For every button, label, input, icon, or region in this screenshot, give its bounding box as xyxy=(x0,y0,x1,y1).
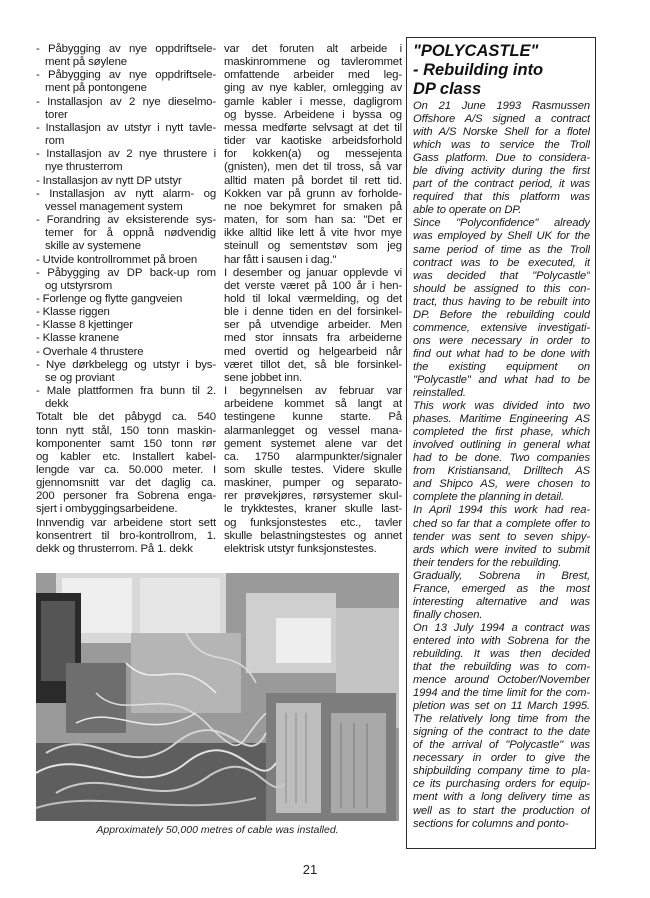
text-line: contract was to be executed, it xyxy=(413,256,590,269)
photo-caption: Approximately 50,000 metres of cable was installed. xyxy=(96,824,339,836)
text-line: se og proviant xyxy=(45,371,115,384)
text-line: testingene kunne starte. På xyxy=(224,411,402,424)
page-number: 21 xyxy=(302,862,318,877)
text-line: rebuilding. It was then decided xyxy=(413,647,590,660)
text-line: "Polycastle" and what had to be xyxy=(413,373,590,386)
text-line: I desember og januar opplevde vi xyxy=(224,266,402,279)
text-line: og kabler etc. Installert kabel- xyxy=(36,450,216,463)
text-line: ched so far that a complete offer to xyxy=(413,517,590,530)
text-line: - Utvide kontrollrommet på broen xyxy=(36,253,198,266)
text-line: interesting alternative and was xyxy=(413,595,590,608)
text-line: - Påbygging av nye oppdriftsele- xyxy=(36,69,216,82)
text-line: og funksjonstestes etc., tavler xyxy=(224,516,402,529)
text-line: ne noe bekymret for smaken på xyxy=(224,200,402,213)
text-line: commence, extensive investigati- xyxy=(413,321,590,334)
text-line: the existing equipment on xyxy=(413,360,590,373)
text-line: entered into with Sobrena for the xyxy=(413,634,590,647)
text-line: dekk og thrusterrom. På 1. dekk xyxy=(36,542,193,555)
text-line: steinull og sementstøv som jeg xyxy=(224,240,402,253)
text-line: part of the contract period, it was xyxy=(413,178,590,191)
text-line: Gradually, Sobrena in Brest, xyxy=(413,569,590,582)
english-summary-box xyxy=(406,37,596,849)
text-line: sections for columns and ponto- xyxy=(413,817,569,830)
text-line: 1994 and the time limit for the com- xyxy=(413,687,590,700)
text-line: was decided that "Polycastle" xyxy=(413,269,590,282)
cable-installation-photo xyxy=(36,573,399,821)
text-line: konsentrert til bro-kontrollrom, 1. xyxy=(36,529,216,542)
text-line: gjennomsnitt var det daglig ca. xyxy=(36,477,216,490)
text-line: gement systemet alene var det xyxy=(224,437,402,450)
text-line: - Installasjon av nytt DP utstyr xyxy=(36,174,182,187)
text-line: - Forlenge og flytte gangveien xyxy=(36,292,183,305)
text-line: med stor innsats fra arbeiderne xyxy=(224,332,402,345)
text-line: maskinrommene og tavlerommet xyxy=(224,56,402,69)
text-line: tender was sent to seven shipy- xyxy=(413,530,590,543)
text-line: - Nye dørkbelegg og utstyr i bys- xyxy=(36,358,216,371)
text-line: tonn nytt stål, 150 tonn maskin- xyxy=(36,424,216,437)
text-line: hold til lokal værmelding, og det xyxy=(224,292,402,305)
text-line: complete the planning in detail. xyxy=(413,491,565,504)
text-line: le trykktestes, kraner skulle last- xyxy=(224,503,402,516)
sidebar-heading-line: DP class xyxy=(413,80,482,98)
text-line: og utstyrsrom xyxy=(45,279,113,292)
text-line: arbeidene kommet så langt at xyxy=(224,398,402,411)
text-line: - Klasse riggen xyxy=(36,306,110,319)
text-line: shipbuilding company time to pla- xyxy=(413,765,590,778)
text-line: maten, for som han sa: "Det er xyxy=(224,214,402,227)
text-line: able to operate on DP. xyxy=(413,204,522,217)
text-line: In April 1994 this work had rea- xyxy=(413,504,590,517)
text-line: I begynnelsen av februar var xyxy=(224,385,402,398)
text-line: ards which were invited to submit xyxy=(413,543,590,556)
text-line: well as to start the production of xyxy=(413,804,590,817)
text-line: necessary in order to give the xyxy=(413,752,590,765)
text-line: komponenter samt 150 tonn rør xyxy=(36,437,216,450)
text-line: ment with a long delivery time as xyxy=(413,791,590,804)
body-text-column-1 xyxy=(36,43,216,556)
text-line: alarmanlegget og vessel mana- xyxy=(224,424,402,437)
text-line: elektrisk utstyr funksjonstestes. xyxy=(224,542,377,555)
text-line: France, emerged as the most xyxy=(413,582,590,595)
text-line: - Klasse kranene xyxy=(36,332,120,345)
text-line: skille av systemene xyxy=(45,240,141,253)
sidebar-heading-line: "POLYCASTLE" xyxy=(413,42,539,60)
text-line: On 13 July 1994 a contract was xyxy=(413,621,590,634)
text-line: nye thrusterrom xyxy=(45,161,123,174)
text-line: which was to service the Troll xyxy=(413,139,590,152)
text-line: for kokken(a) og messejenta xyxy=(224,148,402,161)
text-line: været tillot det, så ble forsinkel- xyxy=(224,358,402,371)
text-line: Totalt ble det påbygd ca. 540 xyxy=(36,411,216,424)
text-line: find out what had to be done with xyxy=(413,347,590,360)
text-line: 200 personer fra Sobrena enga- xyxy=(36,490,216,503)
text-line: pletion was set on 11 March 1995. xyxy=(413,700,590,713)
text-line: from Kristiansand, Drilltech AS xyxy=(413,465,590,478)
text-line: temer for å oppnå nødvendig xyxy=(45,227,216,240)
text-line: ons were necessary in order to xyxy=(413,334,590,347)
text-line: Gass platform. Due to considera- xyxy=(413,152,590,165)
text-line: - Overhale 4 thrustere xyxy=(36,345,144,358)
text-line: - Male plattformen fra bunn til 2. xyxy=(36,385,216,398)
text-line: gamle kabler i messe, dagligrom xyxy=(224,95,402,108)
text-line: lengde var ca. 50.000 meter. I xyxy=(36,464,216,476)
text-line: har fått i sausen i dag." xyxy=(224,253,337,266)
text-line: completed the first phase, which xyxy=(413,426,590,439)
text-line: signing of the contract to the date xyxy=(413,726,590,739)
text-line: and Shipco AS, were chosen to xyxy=(413,478,590,491)
text-line: Since "Polyconfidence" already xyxy=(413,217,590,230)
text-line: Kokken var på grunn av forholde- xyxy=(224,187,402,200)
text-line: Offshore A/S signed a contract xyxy=(413,113,590,126)
text-line: omfattende arbeider med leg- xyxy=(224,69,402,82)
text-line: var det foruten alt arbeide i xyxy=(224,43,402,55)
text-line: - Installasjon av nytt alarm- og xyxy=(36,187,216,200)
text-line: finally chosen. xyxy=(413,608,483,621)
text-line: - Klasse 8 kjettinger xyxy=(36,319,133,332)
text-line: - Påbygging av DP back-up rom xyxy=(36,266,216,279)
text-line: reinstalled. xyxy=(413,387,466,400)
text-line: phases. Maritime Engineering AS xyxy=(413,413,590,426)
text-line: ging av nye kabler, omlegging av xyxy=(224,82,402,95)
text-line: involved outlining in general what xyxy=(413,439,590,452)
text-line: On 21 June 1993 Rasmussen xyxy=(413,100,590,112)
text-line: dekk xyxy=(45,398,69,411)
sidebar-body-text xyxy=(413,100,590,831)
text-line: their tenders for the rebuilding. xyxy=(413,556,562,569)
body-text-column-2 xyxy=(224,43,402,556)
text-line: ce its purchasing orders for equip- xyxy=(413,778,590,791)
text-line: required that this platform was xyxy=(413,191,590,204)
text-line: - Påbygging av nye oppdriftsele- xyxy=(36,43,216,55)
text-line: should be assigned to this con- xyxy=(413,282,590,295)
text-line: maskiner, pumper og separato- xyxy=(224,477,402,490)
text-line: tract, thus having to be rebuilt into xyxy=(413,295,590,308)
text-line: vessel management system xyxy=(45,200,183,213)
text-line: - Forandring av eksisterende sys- xyxy=(36,214,216,227)
text-line: alltid maten på bordet til rett tid. xyxy=(224,174,402,187)
text-line: of the arrival of "Polycastle" was xyxy=(413,739,590,752)
sidebar-heading-line: - Rebuilding into xyxy=(413,61,544,79)
text-line: torer xyxy=(45,108,68,121)
text-line: ble i denne tiden en del forsinkel- xyxy=(224,306,402,319)
text-line: med overtid og helgearbeid når xyxy=(224,345,402,358)
text-line: det verste været på 100 år i hen- xyxy=(224,279,402,292)
text-line: skulle belastningstestes og annet xyxy=(224,529,402,542)
text-line: ment på søylene xyxy=(45,56,127,69)
text-line: This work was divided into two xyxy=(413,400,590,413)
text-line: with A/S Norske Shell for a flotel xyxy=(413,126,590,139)
text-line: was employed by Shell UK for the xyxy=(413,230,590,243)
text-line: ment på pontongene xyxy=(45,82,147,95)
text-line: DP. Before the rebuilding could xyxy=(413,308,590,321)
text-line: same period of time as the Troll xyxy=(413,243,590,256)
text-line: ca. 1750 alarmpunkter/signaler xyxy=(224,450,402,463)
text-line: ble diving activity during the first xyxy=(413,165,590,178)
text-line: rom xyxy=(45,135,65,148)
text-line: had to be done. Two companies xyxy=(413,452,590,465)
text-line: Innvendig var arbeidene stort sett xyxy=(36,516,216,529)
text-line: sjert i ombyggingsarbeidene. xyxy=(36,503,178,516)
text-line: mence around October/November xyxy=(413,674,590,687)
text-line: ikke alltid like lett å vite hvor mye xyxy=(224,227,402,240)
text-line: sene jobbet inn. xyxy=(224,371,303,384)
text-line: - Installasjon av 2 nye thrustere i xyxy=(36,148,216,161)
text-line: som skulle testes. Videre skulle xyxy=(224,464,402,476)
text-line: that the rebuilding was to com- xyxy=(413,661,590,674)
text-line: - Installasjon av 2 nye dieselmo- xyxy=(36,95,216,108)
text-line: - Installasjon av utstyr i nytt tavle- xyxy=(36,121,216,134)
text-line: og bysse. Arbeidene i byssa og xyxy=(224,108,402,121)
text-line: The relatively long time from the xyxy=(413,713,590,726)
text-line: messa medførte selvsagt at det til xyxy=(224,121,402,134)
text-line: rer prøvekjøres, rørsystemer skul- xyxy=(224,490,402,503)
text-line: ser på utvendige arbeider. Men xyxy=(224,319,402,332)
text-line: (gnisten), men det til tross, så var xyxy=(224,161,402,174)
text-line: tider var kaotiske arbeidsforhold xyxy=(224,135,402,148)
